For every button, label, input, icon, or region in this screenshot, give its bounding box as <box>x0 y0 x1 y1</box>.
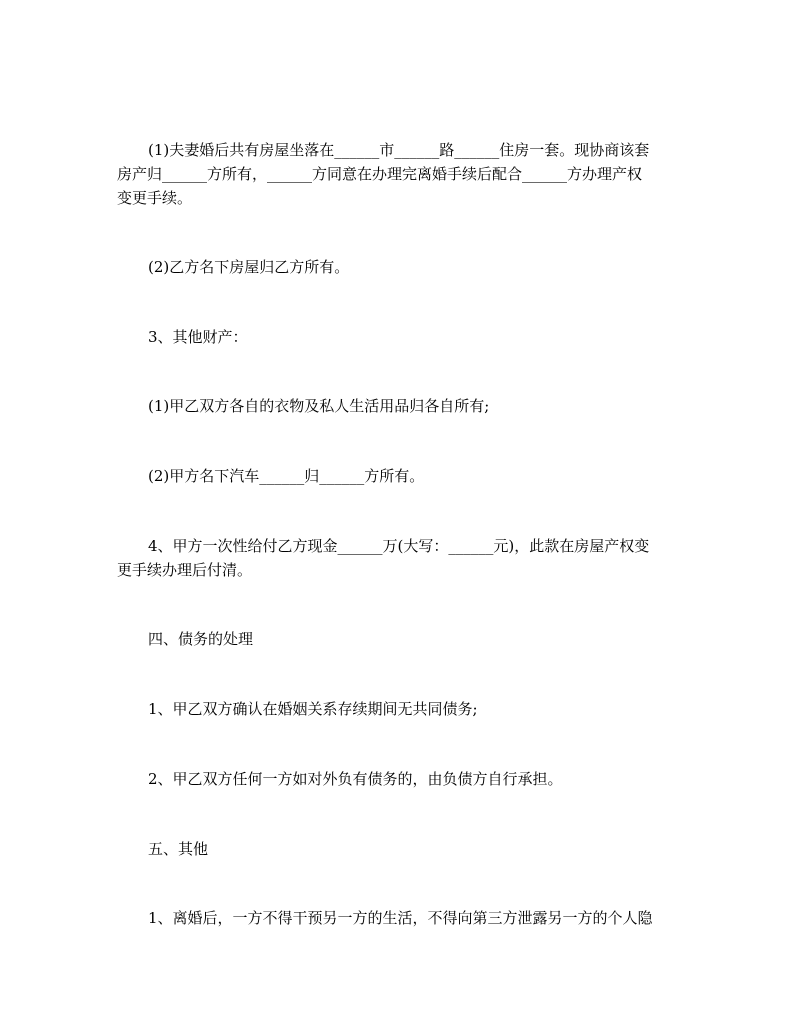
text-line: 变更手续。 <box>117 189 193 207</box>
text-line: 五、其他 <box>148 840 209 858</box>
text-line: (1)甲乙双方各自的衣物及私人生活用品归各自所有; <box>148 397 490 415</box>
paragraph-house-clause-2 <box>117 255 682 279</box>
text-line: 2、甲乙双方任何一方如对外负有债务的，由负债方自行承担。 <box>148 770 563 788</box>
paragraph-other-property-2 <box>117 464 682 488</box>
paragraph-debt-2 <box>117 767 682 791</box>
text-line: 1、离婚后，一方不得干预另一方的生活，不得向第三方泄露另一方的个人隐 <box>148 909 653 927</box>
heading-debt <box>117 627 682 651</box>
paragraph-debt-1 <box>117 697 682 721</box>
text-line: 3、其他财产： <box>148 328 248 346</box>
paragraph-cash-payment <box>117 534 682 582</box>
text-line: (2)乙方名下房屋归乙方所有。 <box>148 258 350 276</box>
paragraph-house-clause-1 <box>117 138 682 210</box>
text-line: (1)夫妻婚后共有房屋坐落在______市______路______住房一套。现协商该套 <box>148 141 650 159</box>
text-line: 房产归______方所有，______方同意在办理完离婚手续后配合______方办理产权 <box>117 165 643 183</box>
text-line: 1、甲乙双方确认在婚姻关系存续期间无共同债务; <box>148 700 478 718</box>
paragraph-other-1 <box>117 906 682 930</box>
heading-other-property <box>117 325 682 349</box>
heading-other <box>117 837 682 861</box>
paragraph-other-property-1 <box>117 394 682 418</box>
text-line: (2)甲方名下汽车______归______方所有。 <box>148 467 425 485</box>
text-line: 4、甲方一次性给付乙方现金______万(大写：______元)，此款在房屋产权变 <box>148 537 650 555</box>
text-line: 四、债务的处理 <box>148 630 254 648</box>
text-line: 更手续办理后付清。 <box>117 561 253 579</box>
